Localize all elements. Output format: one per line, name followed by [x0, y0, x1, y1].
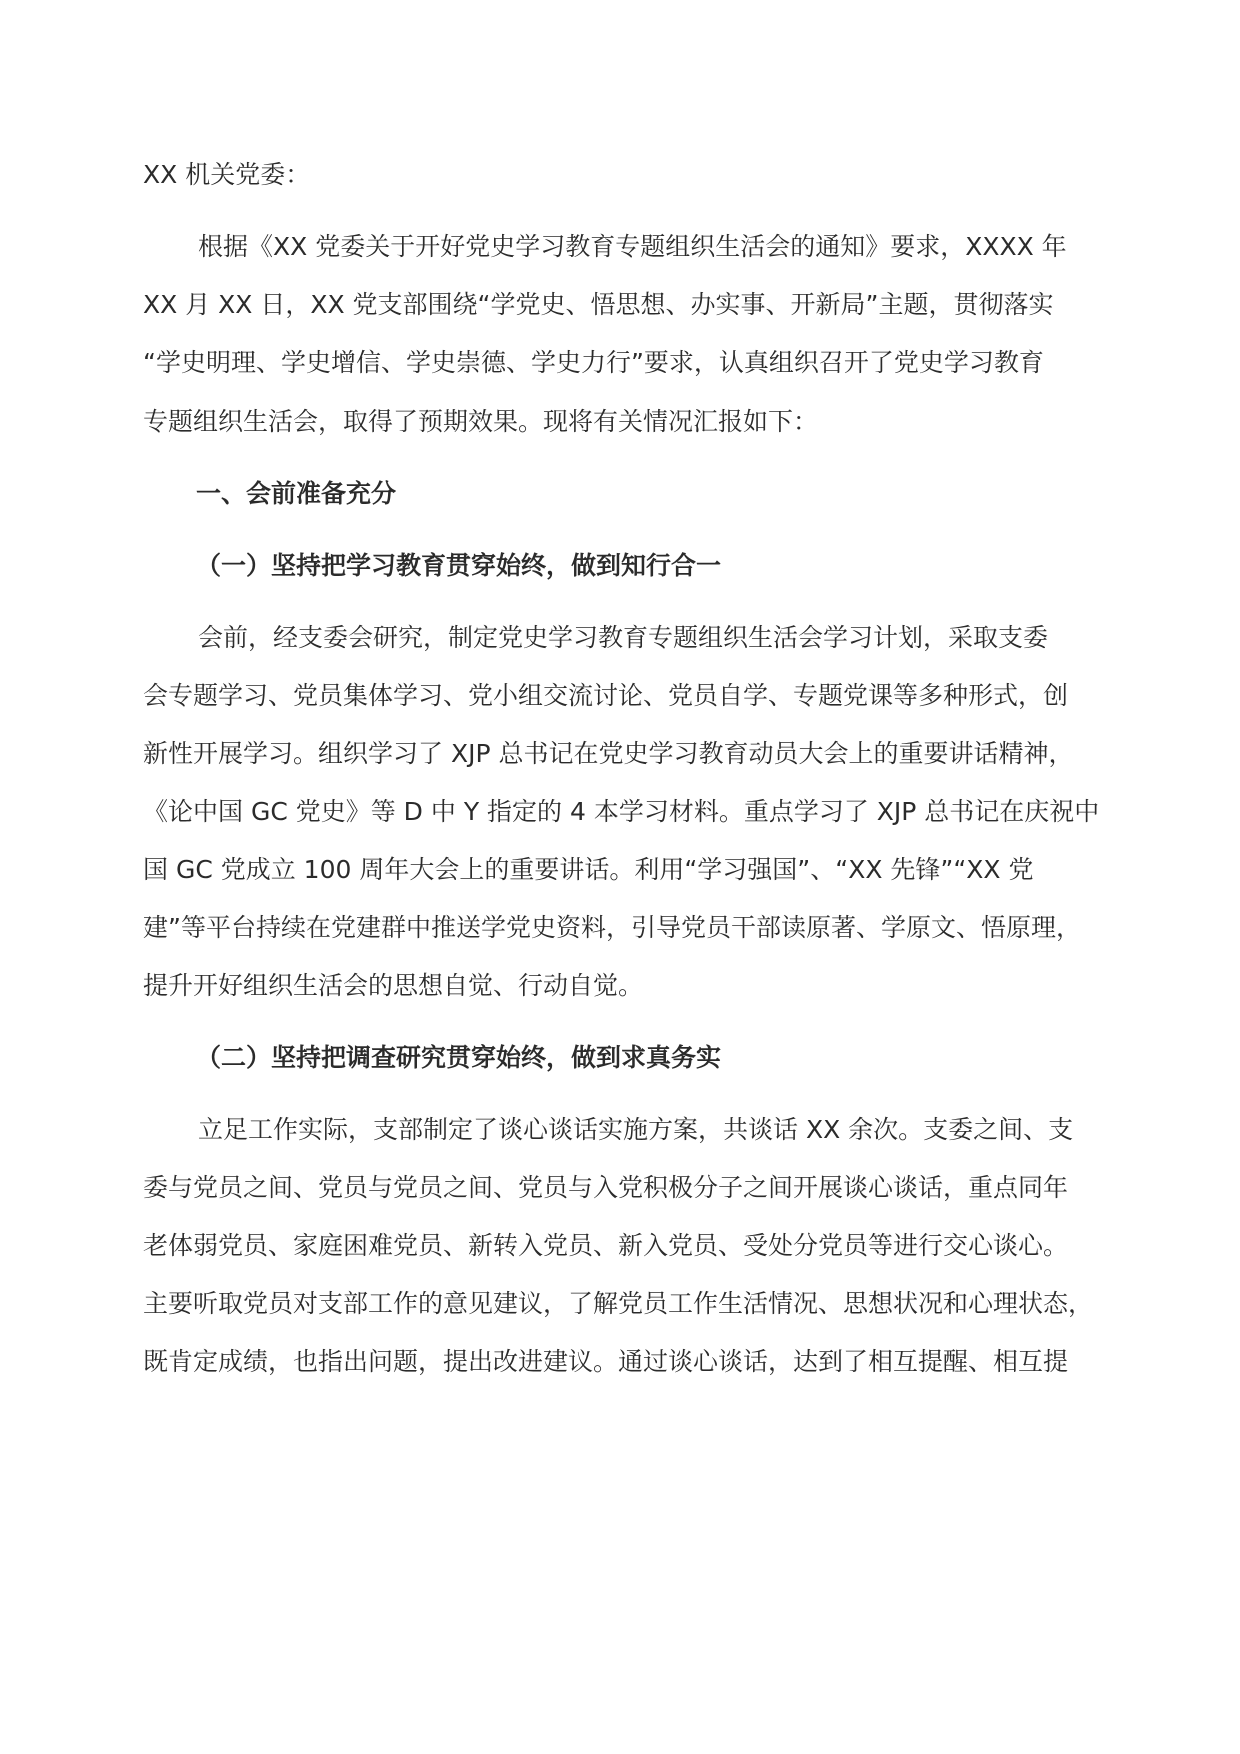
body-line: 会前，经支委会研究，制定党史学习教育专题组织生活会学习计划，采取支委	[198, 623, 1049, 652]
body-line: 主要听取党员对支部工作的意见建议，了解党员工作生活情况、思想状况和心理状态，	[143, 1289, 1094, 1318]
body-line: 《论中国 GC 党史》等 D 中 Y 指定的 4 本学习材料。重点学习了 XJP 总书记在庆祝中	[143, 797, 1100, 826]
body-line: 既肯定成绩，也指出问题，提出改进建议。通过谈心谈话，达到了相互提醒、相互提	[143, 1347, 1069, 1376]
body-line: 国 GC 党成立 100 周年大会上的重要讲话。利用“学习强国”、“XX 先锋”“XX 党	[143, 855, 1034, 884]
salutation: XX 机关党委：	[143, 160, 311, 189]
section-heading: 一、会前准备充分	[196, 479, 397, 508]
body-line: 新性开展学习。组织学习了 XJP 总书记在党史学习教育动员大会上的重要讲话精神，	[143, 739, 1074, 768]
body-line: 提升开好组织生活会的思想自觉、行动自觉。	[143, 971, 644, 1000]
subsection-heading: （一）坚持把学习教育贯穿始终，做到知行合一	[196, 551, 722, 580]
body-line: 老体弱党员、家庭困难党员、新转入党员、新入党员、受处分党员等进行交心谈心。	[143, 1231, 1069, 1260]
intro-line: “学史明理、学史增信、学史崇德、学史力行”要求，认真组织召开了党史学习教育	[143, 348, 1044, 377]
body-line: 建”等平台持续在党建群中推送学党史资料，引导党员干部读原著、学原文、悟原理，	[143, 913, 1081, 942]
intro-line: 专题组织生活会，取得了预期效果。现将有关情况汇报如下：	[143, 407, 819, 436]
intro-line: 根据《XX 党委关于开好党史学习教育专题组织生活会的通知》要求，XXXX 年	[198, 232, 1067, 261]
body-line: 委与党员之间、党员与党员之间、党员与入党积极分子之间开展谈心谈话，重点同年	[143, 1173, 1069, 1202]
body-line: 立足工作实际，支部制定了谈心谈话实施方案，共谈话 XX 余次。支委之间、支	[198, 1115, 1074, 1144]
body-line: 会专题学习、党员集体学习、党小组交流讨论、党员自学、专题党课等多种形式，创	[143, 681, 1069, 710]
intro-line: XX 月 XX 日，XX 党支部围绕“学党史、悟思想、办实事、开新局”主题，贯彻落实	[143, 290, 1054, 319]
subsection-heading: （二）坚持把调查研究贯穿始终，做到求真务实	[196, 1043, 722, 1072]
